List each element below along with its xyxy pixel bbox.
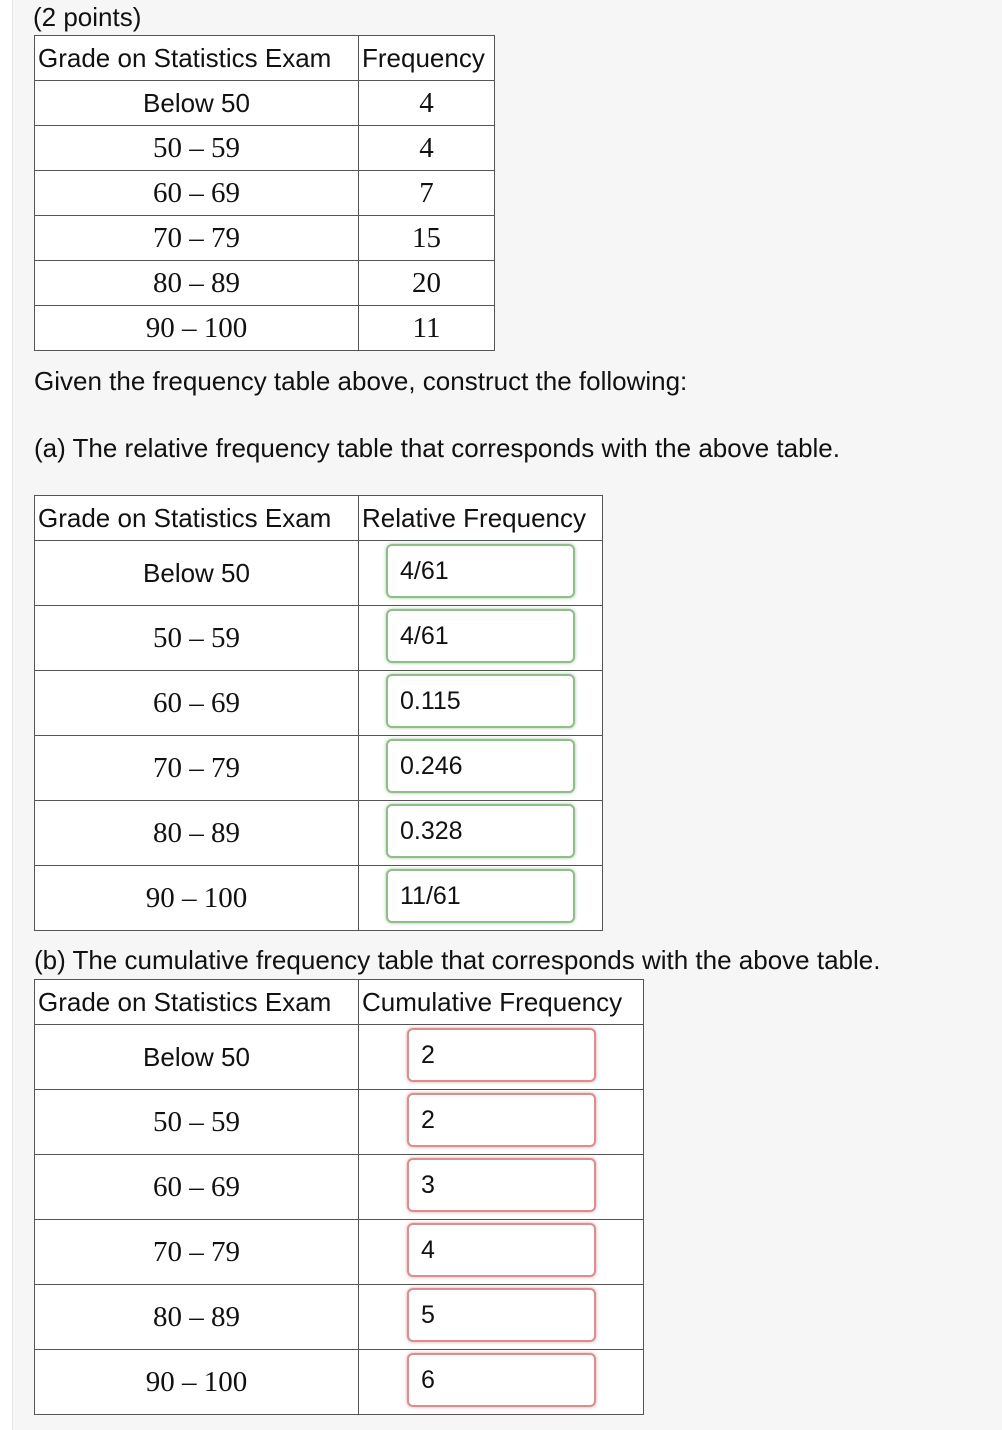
relative-frequency-input[interactable] — [386, 544, 575, 598]
frequency-cell: 15 — [359, 216, 495, 261]
table-row — [35, 1350, 644, 1415]
frequency-cell: 4 — [359, 81, 495, 126]
answer-cell — [359, 866, 603, 931]
table-row — [35, 866, 603, 931]
grade-cell: Below 50 — [35, 541, 359, 606]
grade-cell: 70 – 79 — [35, 1220, 359, 1285]
frequency-cell: 20 — [359, 261, 495, 306]
table-header-row — [35, 980, 644, 1025]
answer-cell — [359, 1285, 644, 1350]
table-row — [35, 801, 603, 866]
answer-cell — [359, 801, 603, 866]
grade-cell: 80 – 89 — [35, 1285, 359, 1350]
table-row — [35, 1155, 644, 1220]
frequency-cell: 11 — [359, 306, 495, 351]
table-row — [35, 1285, 644, 1350]
grade-cell: 60 – 69 — [35, 171, 359, 216]
grade-cell: 50 – 59 — [35, 126, 359, 171]
frequency-cell: 4 — [359, 126, 495, 171]
answer-cell — [359, 1155, 644, 1220]
cumulative-frequency-table — [34, 979, 644, 1415]
grade-cell: 80 – 89 — [35, 801, 359, 866]
cumulative-frequency-input[interactable] — [407, 1223, 596, 1277]
table-header-row — [35, 36, 495, 81]
answer-cell — [359, 1090, 644, 1155]
answer-cell — [359, 1350, 644, 1415]
answer-cell — [359, 671, 603, 736]
frequency-table — [34, 35, 495, 351]
table-row — [35, 736, 603, 801]
cumulative-frequency-input[interactable] — [407, 1158, 596, 1212]
table-row — [35, 606, 603, 671]
table-row — [35, 306, 495, 351]
table-row — [35, 541, 603, 606]
relative-frequency-table — [34, 495, 603, 931]
grade-cell: Below 50 — [35, 1025, 359, 1090]
table-row — [35, 126, 495, 171]
table-row — [35, 171, 495, 216]
table-row — [35, 1025, 644, 1090]
table-header-row — [35, 496, 603, 541]
cumulative-frequency-input[interactable] — [407, 1028, 596, 1082]
answer-cell — [359, 606, 603, 671]
points-label: (2 points) — [33, 2, 142, 32]
table-row — [35, 261, 495, 306]
cumulative-frequency-input[interactable] — [407, 1288, 596, 1342]
grade-cell: 90 – 100 — [35, 306, 359, 351]
cumulative-frequency-input[interactable] — [407, 1353, 596, 1407]
frequency-cell: 7 — [359, 171, 495, 216]
grade-cell: 60 – 69 — [35, 671, 359, 736]
grade-cell: 50 – 59 — [35, 606, 359, 671]
header-grade: Grade on Statistics Exam — [35, 980, 359, 1025]
answer-cell — [359, 541, 603, 606]
table-row — [35, 671, 603, 736]
relative-frequency-input[interactable] — [386, 609, 575, 663]
table-row — [35, 216, 495, 261]
grade-cell: 50 – 59 — [35, 1090, 359, 1155]
grade-cell: 70 – 79 — [35, 216, 359, 261]
grade-cell: 90 – 100 — [35, 1350, 359, 1415]
header-relative-frequency: Relative Frequency — [359, 496, 603, 541]
grade-cell: 80 – 89 — [35, 261, 359, 306]
grade-cell: 90 – 100 — [35, 866, 359, 931]
relative-frequency-input[interactable] — [386, 739, 575, 793]
grade-cell: 70 – 79 — [35, 736, 359, 801]
grade-cell: 60 – 69 — [35, 1155, 359, 1220]
cumulative-frequency-input[interactable] — [407, 1093, 596, 1147]
relative-frequency-input[interactable] — [386, 674, 575, 728]
header-grade: Grade on Statistics Exam — [35, 36, 359, 81]
table-row — [35, 1090, 644, 1155]
table-row — [35, 1220, 644, 1285]
question-prompt: Given the frequency table above, construct the following: — [34, 366, 688, 396]
table-row — [35, 81, 495, 126]
part-b-label: (b) The cumulative frequency table that corresponds with the above table. — [34, 945, 881, 975]
question-page — [12, 0, 1002, 1430]
part-a-label: (a) The relative frequency table that corresponds with the above table. — [34, 433, 840, 463]
header-cumulative-frequency: Cumulative Frequency — [359, 980, 644, 1025]
relative-frequency-input[interactable] — [386, 804, 575, 858]
answer-cell — [359, 1220, 644, 1285]
header-frequency: Frequency — [359, 36, 495, 81]
relative-frequency-input[interactable] — [386, 869, 575, 923]
answer-cell — [359, 1025, 644, 1090]
answer-cell — [359, 736, 603, 801]
grade-cell: Below 50 — [35, 81, 359, 126]
header-grade: Grade on Statistics Exam — [35, 496, 359, 541]
